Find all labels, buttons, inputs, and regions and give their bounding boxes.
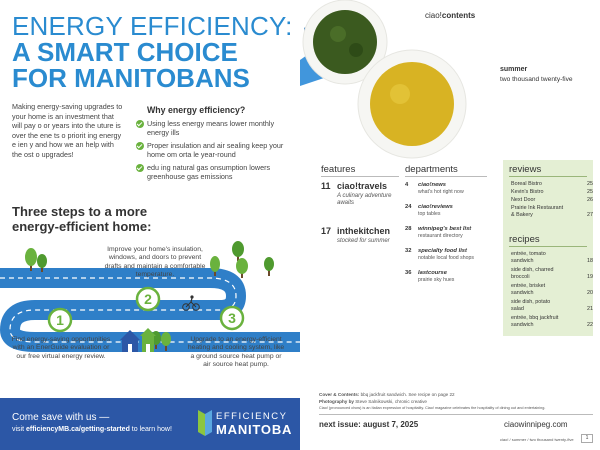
contents-brand (425, 11, 475, 20)
reviews-recipes-box (503, 160, 593, 336)
review-item (511, 189, 593, 195)
recipe-label: sandwich (511, 258, 534, 264)
recipe-item (511, 258, 593, 264)
check-icon (136, 164, 144, 172)
recipe-label: entrée, bbq jackfruit (511, 315, 559, 321)
features-title: features (321, 164, 356, 175)
why-title: Why energy efficiency? (147, 105, 246, 115)
intro-paragraph: Making energy-saving upgrades to your home is an investment that will pay o or years into the uture is over the ene ts o priorit ing energy e ien y and how we an help with the ost o upgrades! (12, 102, 123, 159)
footer-cta-pre: visit (12, 426, 26, 433)
cover-credit-text: bbq jackfruit sandwich. See recipe on page 22 (359, 392, 455, 397)
recipe-page: 21 (587, 306, 593, 312)
why-item (136, 141, 286, 159)
review-page: 25 (587, 189, 593, 195)
department-page: 4 (405, 182, 409, 188)
department-title: winnipeg's best list (418, 226, 472, 232)
recipe-page: 22 (587, 322, 593, 328)
departments-title: departments (405, 164, 458, 175)
recipe-item (511, 274, 593, 280)
department-subtitle: what's hot right now (418, 189, 464, 195)
headline-line-1: ENERGY EFFICIENCY: (12, 11, 293, 41)
why-box (136, 102, 286, 185)
brand-ciao: ciao! (425, 11, 442, 20)
feature-page: 17 (321, 226, 332, 236)
website-link[interactable]: ciaowinnipeg.com (504, 420, 568, 429)
efficiency-manitoba-logo-icon (198, 410, 212, 436)
feature-subtitle: A culinary adventure awaits (337, 193, 392, 206)
department-page: 28 (405, 226, 412, 232)
divider (321, 176, 399, 177)
step-2-marker (137, 288, 159, 310)
review-label: Boreal Bistro (511, 181, 542, 187)
folio: ciao! / summer / two thousand twenty-five (500, 437, 574, 442)
recipe-item (511, 283, 593, 289)
recipe-item (511, 322, 593, 328)
season-label: summer (500, 66, 528, 73)
recipe-label: entrée, brisket (511, 283, 546, 289)
feature-title (337, 226, 390, 236)
recipe-page: 18 (587, 258, 593, 264)
review-item (511, 205, 593, 211)
headline-line-2: A SMART CHOICE (12, 37, 238, 67)
photo-credit (319, 399, 427, 404)
step-3-number: 3 (228, 310, 236, 326)
recipe-label: sandwich (511, 290, 534, 296)
divider (509, 246, 587, 247)
recipe-label: sandwich (511, 322, 534, 328)
review-label: Prairie Ink Restaurant (511, 205, 564, 211)
photo-credit-label: Photography by (319, 399, 354, 404)
next-issue: next issue: august 7, 2025 (319, 420, 419, 429)
review-item (511, 212, 593, 218)
footer-tagline: Come save with us — (12, 412, 110, 423)
step-2-text: Improve your home's insulation, windows, and doors to prevent drafts and maintain a comfortable temperature. (104, 246, 206, 279)
recipe-item (511, 251, 593, 257)
recipe-page: 19 (587, 274, 593, 280)
feature-title-pre: inthe (337, 226, 359, 236)
feature-title (337, 181, 387, 191)
ciao-note: Ciao! (pronounced chow) is an Italian expression of hospitality. Ciao! magazine celebrates the hospitality of dining out and entertaining. (319, 406, 546, 410)
page-number: 1 (581, 434, 593, 443)
feature-title-post: travels (358, 181, 388, 191)
why-item-text: Proper insulation and air sealing keep your home om orta le year-round (147, 141, 284, 159)
check-icon (136, 120, 144, 128)
why-item-text: Using less energy means lower monthly energy ills (147, 119, 275, 137)
step-1-text: Find energy-saving opportunities with an EnerGuide evaluation or our free virtual energy review. (11, 336, 111, 360)
recipe-item (511, 299, 593, 305)
recipe-item (511, 306, 593, 312)
review-label: Kevin's Bistro (511, 189, 544, 195)
department-subtitle: restaurant directory (418, 233, 463, 239)
photo-credit-text: Steve Salnikowski, chronic creative (353, 399, 427, 404)
check-icon (136, 142, 144, 150)
recipe-label: salad (511, 306, 524, 312)
department-page: 32 (405, 248, 412, 254)
department-subtitle: prairie sky hues (418, 277, 455, 283)
why-item (136, 119, 286, 137)
review-page: 27 (587, 212, 593, 218)
review-page: 25 (587, 181, 593, 187)
recipe-label: side dish, charred (511, 267, 554, 273)
review-page: 26 (587, 197, 593, 203)
logo-line-1: EFFICIENCY (216, 411, 288, 422)
department-subtitle: top tables (418, 211, 441, 217)
department-title: specialty food list (418, 248, 467, 254)
tree-icon (25, 248, 37, 271)
department-title: lastcourse (418, 270, 447, 276)
why-item (136, 163, 286, 181)
feature-title-post: kitchen (358, 226, 391, 236)
recipe-item (511, 315, 593, 321)
divider (405, 176, 487, 177)
season-year: two thousand twenty-five (500, 76, 573, 83)
footer-link[interactable]: efficiencyMB.ca/getting-started (26, 426, 130, 433)
department-page: 24 (405, 204, 412, 210)
recipe-label: entrée, tomato (511, 251, 546, 257)
divider (319, 414, 593, 415)
footer-cta-post: to learn how! (129, 426, 172, 433)
headline-line-3: FOR MANITOBANS (12, 63, 250, 93)
recipe-label: side dish, potato (511, 299, 551, 305)
step-1-marker (49, 309, 71, 331)
review-label: Next Door (511, 197, 536, 203)
review-item (511, 181, 593, 187)
feature-subtitle: stocked for summer (337, 238, 390, 244)
right-page (300, 0, 600, 450)
recipe-label: broccoli (511, 274, 530, 280)
hero-photo (300, 0, 500, 160)
why-item-text: edu ing natural gas onsumption lowers greenhouse gas emissions (147, 163, 271, 181)
recipes-title: recipes (509, 234, 540, 245)
brand-contents: contents (441, 11, 476, 20)
cover-credit (319, 392, 455, 397)
review-label: & Bakery (511, 212, 533, 218)
divider (509, 176, 587, 177)
recipe-page: 20 (587, 290, 593, 296)
pesto-sauce (313, 10, 377, 74)
house-icon (140, 328, 156, 352)
feature-title-pre: ciao! (337, 181, 359, 191)
step-3-marker (221, 307, 243, 329)
footer-banner (0, 398, 300, 450)
tree-icon (264, 257, 274, 276)
department-title: ciao!reviews (418, 204, 453, 210)
tree-icon (236, 258, 248, 278)
reviews-title: reviews (509, 164, 542, 175)
feature-page: 11 (321, 181, 331, 191)
step-1-number: 1 (56, 312, 64, 328)
department-page: 36 (405, 270, 412, 276)
mustard-sauce (370, 62, 454, 146)
cover-credit-label: Cover & Contents: (319, 392, 360, 397)
review-item (511, 197, 593, 203)
department-subtitle: notable local food shops (418, 255, 474, 261)
recipe-item (511, 290, 593, 296)
step-3-text: Upgrade to an energy-efficient heating and cooling system, like a ground source heat pump or air source heat pump. (187, 336, 285, 369)
step-2-number: 2 (144, 291, 152, 307)
recipe-item (511, 267, 593, 273)
department-title: ciao!news (418, 182, 447, 188)
footer-cta (12, 426, 172, 433)
steps-title: Three steps to a more energy-efficient home: (12, 204, 152, 234)
tree-icon (232, 241, 244, 261)
logo-line-2: MANITOBA (216, 422, 293, 437)
